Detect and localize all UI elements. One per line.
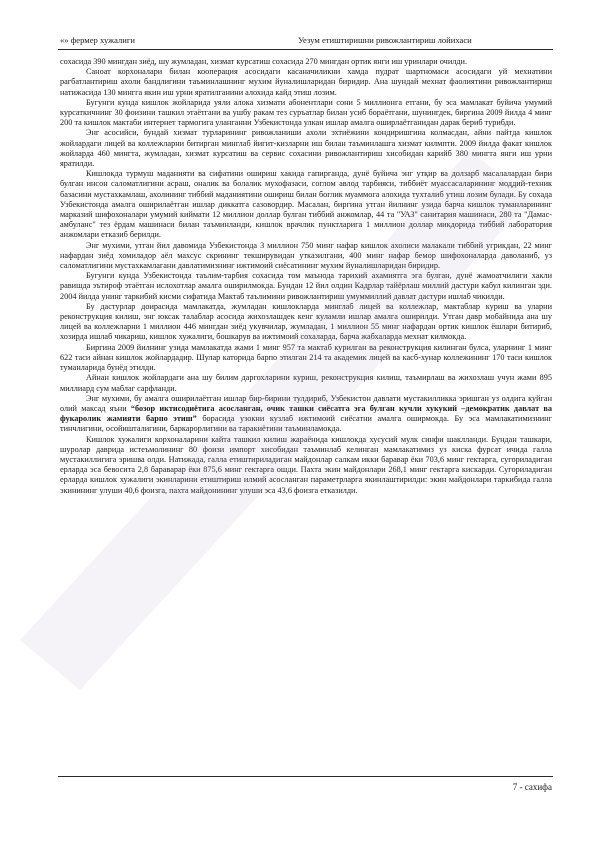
header-right-text: Уезум етиштиришни ривожлантириш лойихаси	[298, 35, 472, 45]
paragraph: Энг асосийси, бундай хизмат турларининг ривожланиши ахоли эхтиёжини кондиришгина колмасдан, айни пайтда кишлок жойлардаги лицей ва коллежларни битирган минглаб йигит-кизларни иш билан таъминлашга хизмат килмпти. 2009 йилда факат кишлок жойларда 460 мингта, жумладан, хизмат курсатиш ва сервис сохасини ривожлантириш хисобидан карийб 380 мингта янги иш урни яратилди.	[60, 128, 552, 169]
paragraph: сохасида 390 мингдан зиёд, шу жумладан, хизмат курсатиш сохасида 270 мингдан ортик янги иш уринлари очилди.	[60, 57, 468, 66]
footer-rule	[58, 776, 553, 777]
paragraph: Айнан кишлок жойлардаги ана шу билим даргохларини куриш, реконструкция килиш, таъмирлаш ва жихозлаш учун жами 895 миллиард сум маблаг сарфланди.	[60, 373, 552, 393]
paragraph: Кишлок хужалиги корхоналарини кайта ташкил килиш жараёнида кишлокда хусусий мулк синфи шаклланди. Бундан ташкари, шуролар даврида истеъмолининг 80 фоизи импорт хисобидан таъминлаб келинган мамлакатимиз уз киска фурсат ичида галла мустакиллигига эришва олди. Натижада, галла етиштириладиган майдонлар салкам икки баравар ёки 703,6 минг гектарга, сугориладиган ерларда эса бевосита 2,8 бараварар ёки 875,6 минг гектарга ошди. Пахта экин майдонлари 268,1 минг гектарга кискарди. Сугориладиган ерларда кишлок хужалиги экинларини етиштириш илмий асосланган параметрларга якинлаштирилди: экин майдонлари таркибида галла экинининг улуши 40,6 фоизга, пахта майдонининг улуши эса 43,6 фоизга етказилди.	[60, 434, 552, 495]
page-number: 7 - сахифа	[512, 782, 552, 792]
paragraph: Бугунги кунда кишлок жойларида уяли алока хизмати абонентлари сони 5 миллионга етгани, бу эса мамлакат буйича умумий курсаткичнинг 30 фоизини ташкил этаётгани ва ушбу ракам тез суръатлар билан усиб бораётгани, шунингдек, биргина 2009 йилда 4 минг 200 та кишлок мактаби интернет тармогига уланганни Узбекистонда улкан ишлар амалга оширлаётганидан дарак бериб турибди.	[60, 97, 552, 128]
paragraph: Саноат корхоналари билан кооперация асосидаги касаначиликни хамда пудрат шартномаси асосидаги уй мехнатини рагбатлантириш ахоли бандлигини таъминлашнинг мухим йуналишларидан биридир. Ана шундай мехнат фаолиятини ривожлантириш натижасида 130 мингга якин иш урни яратилганини алохида кайд этиш лозим.	[60, 67, 552, 97]
body-text	[60, 57, 552, 773]
paragraph: Бу дастурлар доирасида мамлакатда, жумладан кишлокларда минглаб лицей ва коллежлар, мактаблар куриш ва уларни реконструкция килиш, энг юксак талаблар асосида жихозлашдек кенг куламли ишлар амалга оширилди. Утган давр мобайнида ана шу лицей ва коллежларни 1 миллион 446 мингдан зиёд укувчилар, жумладан, 1 миллион 55 минг нафардан ортик кишлок ёшлари битириб, хозирда ишлаб чикариш, кишлок хужалиги, бошкарув ва ижтимоий сохаларда, барча жабхаларда мехнат килмокда.	[60, 301, 552, 342]
paragraph: Биргина 2009 йилнинг узида мамлакатда жами 1 минг 957 та мактаб курилган ва реконструкция килинган булса, уларнинг 1 минг 622 таси айнан кишлок жойлардадир. Шулар каторида барпо этилган 214 та академик лицей ва касб-хунар коллежининг 170 таси кишлок туманларида бунёд этилди.	[60, 342, 552, 373]
bold-quote: “бозор иктисодиётига асосланган, очик ташки сиёсатга эга булган кучли хукукий –демократик давлат ва фукаролик жамияти барпо этиш”	[60, 403, 552, 424]
paragraph: Кишлокда турмуш маданияти ва сифатини ошириш хакида гапирганда, дунё буйича энг утқир ва долзарб масалалардан бири булган инсон саломатлигини асраш, оналик ва болалик мухофазаси, соглом авлод тарбияси, тиббиёт муассасаларининг моддий-техник базасини мустахкамлаш, ахолининг тиббий маданиятини ошириш билан боглик муаммога алохида тухталиб утиш лозим булади. Бу сохада Узбекистонда амалга оширилаётган ишлар диккатга сазовордир. Масалан, биргина утган йилнинг узида барча кишлок туманларининг марказий шифохоналари умумий киймати 12 миллион доллар булган тиббий анжомлар, 44 та "УАЗ" санитария машинаси, 280 та "Дамас-амбуланс" тез ёрдам машинаси билан таъминланди, кишлок врачлик пунктларига 1 миллион доллар микдорида тиббий лаборатория анжомлари етказиб берилди.	[60, 169, 552, 240]
paragraph: Энг мухими, утган йил давомида Узбекистонда 3 миллион 750 минг нафар кишлок ахолиси малакали тиббий угрикдан, 22 минг нафардан зиёд хомиладор аёл махсус скрининг текширувидан утказилгани, 400 минг нафар бемор шифохоналарда даволаниб, уз саломатлигини мустахкамлагани давлатимизнинг ижтимоий сиёсатининг мухим йуналишларидан биридир.	[60, 240, 552, 271]
header-rule	[58, 49, 553, 50]
running-header	[60, 33, 553, 47]
paragraph: Бугунги кунда Узбекистонда таълим-тарбия сохасида том маънода тарихий ахамиятга эга булган, дунё жамоатчилиги хакли равишда эътироф этаётган ислохотлар амалга оширилмокда. Бундан 12 йил олдин Кадрлар тайёрлаш миллий дастури кабул килинган эди. 2004 йилда унинг таркибий кисми сифатида Мактаб таълимини ривожлантириш умуммиллий давлат дастури ишлаб чикилди.	[60, 271, 552, 301]
header-left-text: «» фермер хужалиги	[60, 35, 135, 45]
paragraph: Энг мухими, бу амалга оширилаётган ишлар бир-бирини тулдириб, Узбекистон давлати мустакилликка эришган уз олдига куйган олий максад яъни “бозор иктисодиётига асосланган, очик ташки сиёсатга эга булган кучли хукукий –демократик давлат ва фукаролик жамияти барпо этиш” борасида узокни кузлаб ижтимоий сиёсатни амалга оширмокда. Бу эса мамлакатимизнинг тинчлигини, осойишталигини, баркарорлигини ва таракиётини таъминламокда.	[60, 393, 552, 434]
